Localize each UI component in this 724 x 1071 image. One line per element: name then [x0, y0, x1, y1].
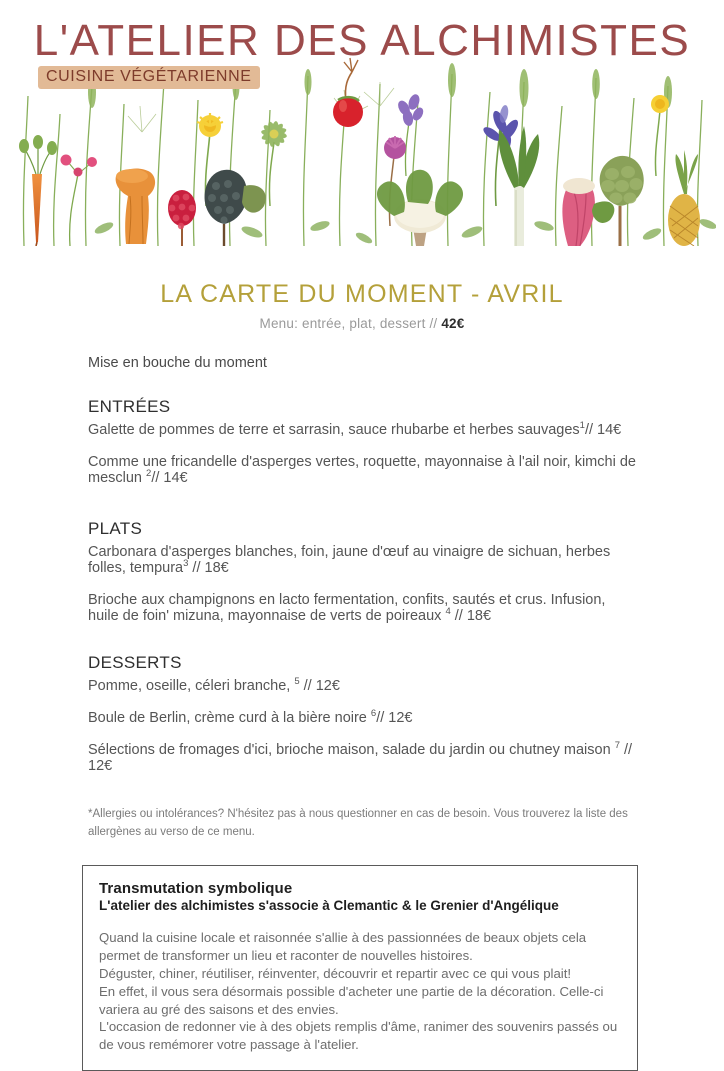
menu-item: [88, 422, 636, 438]
white-mushroom: [377, 170, 463, 246]
menu-item: [88, 454, 636, 486]
header-banner: [0, 0, 724, 246]
amuse-bouche-line: Mise en bouche du moment: [88, 355, 267, 371]
menu-price: 42€: [441, 316, 465, 331]
infobox-partner-line: L'atelier des alchimistes s'associe à Clemantic & le Grenier d'Angélique: [99, 898, 559, 914]
menu-item: [88, 544, 636, 576]
chanterelle-mushrooms: [116, 169, 155, 244]
menu-item-price: // 18€: [188, 559, 229, 576]
allergen-note-marker: 1: [579, 420, 585, 432]
infobox-body: [99, 929, 621, 1054]
allergen-note-marker: 6: [370, 708, 377, 720]
menu-section: [88, 519, 636, 625]
allergen-note-marker: 2: [146, 468, 152, 480]
menu-content: [88, 331, 636, 775]
menu-item-price: // 12€: [88, 742, 633, 775]
section-heading: PLATS: [88, 518, 143, 538]
menu-item-price: // 18€: [450, 608, 492, 625]
allergen-note-marker: 4: [445, 606, 451, 618]
menu-formula-text: Menu: entrée, plat, dessert //: [259, 316, 442, 331]
menu-item-price: // 12€: [376, 709, 413, 726]
menu-item: [88, 675, 636, 694]
menu-item-description: Comme une fricandelle d'asperges vertes, roquette, mayonnaise à l'ail noir, kimchi de mesclun: [88, 454, 636, 487]
allergen-note-marker: 5: [294, 675, 300, 687]
allergen-note-marker: 7: [614, 740, 620, 752]
menu-item-price: // 14€: [584, 422, 622, 438]
menu-item-description: Sélections de fromages d'ici, brioche maison, salade du jardin ou chutney maison: [88, 742, 615, 759]
purple-vetch: [396, 93, 426, 176]
section-heading: DESSERTS: [88, 652, 182, 672]
menu-item-description: Brioche aux champignons en lacto fermentation, confits, sautés et crus. Infusion, huile de foin' mizuna, mayonnaise de verts de poireaux: [88, 592, 606, 625]
menu-section: [88, 397, 636, 487]
menu-item: [88, 710, 636, 726]
pink-flowers: [61, 155, 98, 247]
menu-item-description: Boule de Berlin, crème curd à la bière noire: [88, 709, 371, 726]
rosehip-red-fruit: [333, 58, 363, 127]
menu-title: LA CARTE DU MOMENT - AVRIL: [160, 280, 564, 308]
infobox-paragraph: Déguster, chiner, réutiliser, réinventer, découvrir et repartir avec ce qui vous plait!: [99, 965, 572, 981]
infobox-paragraph: En effet, il vous sera désormais possible d'acheter une partie de la décoration. Celle-ci variera au gré des saisons et des envies.: [99, 983, 604, 1017]
infobox-paragraph: L'occasion de redonner vie à des objets remplis d'âme, ranimer des souvenirs passés ou de vous remémorer votre passage à l'atelier.: [99, 1019, 618, 1053]
transmutation-infobox: [82, 865, 638, 1071]
allergen-note-marker: 3: [183, 558, 189, 570]
menu-item: [88, 592, 636, 624]
menu-item-price: // 14€: [151, 470, 188, 487]
cuisine-type-badge: CUISINE VÉGÉTARIENNE: [38, 66, 260, 89]
infobox-paragraph: Quand la cuisine locale et raisonnée s'allie à des passionnées de beaux objets cela permet de transformer un lieu et raconter de nouvelles histoires.: [99, 930, 587, 964]
allergy-disclaimer: *Allergies ou intolérances? N'hésitez pas à nous questionner en cas de besoin. Vous trouverez la liste des allergènes au verso de ce menu.: [88, 807, 628, 838]
menu-item-description: Pomme, oseille, céleri branche,: [88, 677, 295, 694]
restaurant-name: L'ATELIER DES ALCHIMISTES: [33, 16, 691, 65]
pineapple: [668, 150, 700, 246]
menu-formula-line: [0, 316, 724, 331]
menu-sections: [88, 397, 636, 775]
carrot: [19, 135, 57, 246]
artichoke: [600, 156, 644, 246]
infobox-title: Transmutation symbolique: [99, 880, 293, 898]
leek: [499, 126, 539, 246]
raspberry: [168, 190, 196, 246]
menu-item-description: Carbonara d'asperges blanches, foin, jaune d'œuf au vinaigre de sichuan, herbes folles, tempura: [88, 543, 611, 576]
section-heading: ENTRÉES: [88, 397, 171, 416]
menu-item-description: Galette de pommes de terre et sarrasin, sauce rhubarbe et herbes sauvages: [88, 422, 580, 438]
menu-item-price: // 12€: [299, 677, 340, 694]
menu-item: [88, 742, 636, 774]
menu-section: [88, 653, 636, 775]
